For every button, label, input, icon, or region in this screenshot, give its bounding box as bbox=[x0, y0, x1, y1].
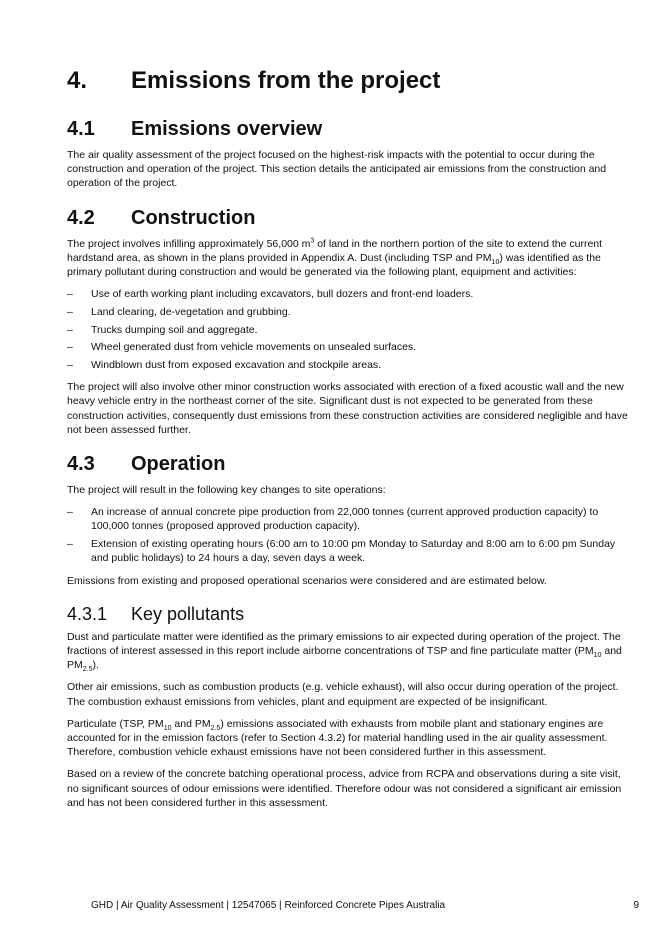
paragraph: The project will result in the following key changes to site operations: bbox=[67, 484, 386, 497]
list-item: – Land clearing, de-vegetation and grubbing. bbox=[67, 305, 635, 319]
page-footer bbox=[91, 900, 639, 911]
section-title: Operation bbox=[131, 453, 226, 476]
page-number: 9 bbox=[633, 900, 639, 911]
paragraph: The project will also involve other minor construction works associated with erection of a fixed acoustic wall and the new heavy vehicle entry in the northeast corner of the site. Significant dust is not expected to be generated from these construction activities, consequently dust emissions from these construction activities are considered negligible and have not been assessed further. bbox=[67, 381, 628, 436]
section-heading-4-3 bbox=[67, 451, 635, 477]
subsection-number: 4.3.1 bbox=[67, 603, 108, 624]
subsection-title: Key pollutants bbox=[131, 603, 245, 624]
chapter-title: Emissions from the project bbox=[131, 67, 441, 94]
paragraph: The project involves infilling approximately 56,000 $m^3$ of land in the northern portion of the site to extend the current hardstand area, as shown in the plans provided in Appendix A. Dust (including TSP and $PM_{10}$) was identified as the primary pollutant during construction and would be generated via the following plant, equipment and activities: bbox=[67, 237, 603, 279]
paragraph: The air quality assessment of the project focused on the highest-risk impacts with the potential to occur during the construction and operation of the project. This section details the anticipated air emissions from the construction and operation of the project. bbox=[67, 149, 607, 190]
paragraph: Dust and particulate matter were identified as the primary emissions to air expected during operation of the project. The fractions of interest assessed in this report include airborne concentrations of TSP and fine particulate matter ($PM_{10}$ and $PM_{2.5}$). bbox=[67, 630, 622, 674]
chapter-heading bbox=[67, 64, 635, 98]
list-item: – Windblown dust from exposed excavation and stockpile areas. bbox=[67, 358, 635, 372]
section-number: 4.3 bbox=[67, 453, 95, 476]
operation-change-list bbox=[67, 505, 635, 565]
document-page bbox=[67, 64, 635, 818]
list-item: – Use of earth working plant including excavators, bull dozers and front-end loaders. bbox=[67, 287, 635, 301]
footer-text: GHD | Air Quality Assessment | 12547065 | Reinforced Concrete Pipes Australia bbox=[91, 900, 446, 911]
list-item: – Trucks dumping soil and aggregate. bbox=[67, 323, 635, 337]
list-item: – An increase of annual concrete pipe production from 22,000 tonnes (current approved production capacity) to 100,000 tonnes (proposed approved production capacity). bbox=[67, 505, 635, 533]
paragraph: Other air emissions, such as combustion products (e.g. vehicle exhaust), will also occur during operation of the project. The combustion exhaust emissions from vehicles, plant and equipment are expected of be insignificant. bbox=[67, 681, 619, 708]
paragraph: Emissions from existing and proposed operational scenarios were considered and are estimated below. bbox=[67, 574, 547, 587]
paragraph: Based on a review of the concrete batching operational process, advice from RCPA and observations during a site visit, no significant sources of odour emissions were identified. Therefore odour was not considered a significant air emission and has not been considered further in this assessment. bbox=[67, 768, 622, 809]
section-heading-4-1 bbox=[67, 116, 635, 142]
list-item: – Extension of existing operating hours (6:00 am to 10:00 pm Monday to Saturday and 8:00 am to 6:00 pm Sunday and public holidays) to 24 hours a day, seven days a week. bbox=[67, 537, 635, 565]
construction-activity-list bbox=[67, 287, 635, 372]
section-heading-4-2 bbox=[67, 205, 635, 231]
section-title: Emissions overview bbox=[131, 118, 323, 140]
section-number: 4.1 bbox=[67, 118, 95, 140]
paragraph: Particulate (TSP, $PM_{10}$ and $PM_{2.5}$) emissions associated with exhausts from mobile plant and stationary engines are accounted for in the emission factors (refer to Section 4.3.2) for material handling used in the air quality assessment. Therefore, combustion vehicle exhaust emissions have not been considered further in this assessment. bbox=[67, 717, 608, 759]
chapter-number: 4. bbox=[67, 67, 88, 94]
subsection-heading-4-3-1 bbox=[67, 602, 635, 626]
list-item: – Wheel generated dust from vehicle movements on unsealed surfaces. bbox=[67, 340, 635, 354]
section-title: Construction bbox=[131, 206, 256, 229]
section-number: 4.2 bbox=[67, 206, 95, 229]
